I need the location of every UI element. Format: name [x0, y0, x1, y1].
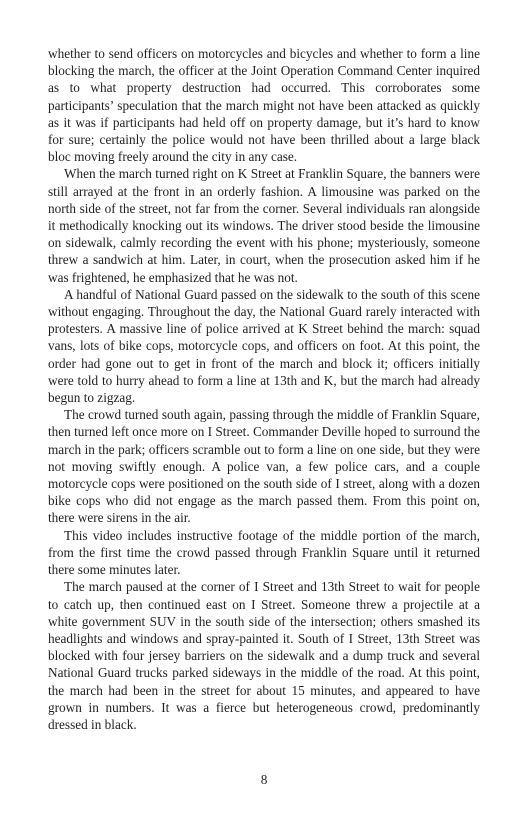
paragraph-4: The crowd turned south again, passing through the middle of Franklin Square, then turned left once more on I Street. Commander Deville hoped to surround the march in the park; officers scramble out to form a line on one side, but they were not moving swiftly enough. A police van, a few police cars, and a couple motorcycle cops were positioned on the south side of I street, along with a dozen bike cops who did not engage as the march passed them. From this point on, there were sirens in the air. — [48, 407, 480, 526]
body-text — [48, 45, 480, 733]
paragraph-6: The march paused at the corner of I Street and 13th Street to wait for people to catch up, then continued east on I Street. Someone threw a projectile at a white government SUV in the south side of the intersection; others smashed its headlights and windows and spray-painted it. South of I Street, 13th Street was blocked with four jersey barriers on the sidewalk and a dump truck and several National Guard trucks parked sideways in the middle of the road. At this point, the march had been in the street for about 15 minutes, and appeared to have grown in numbers. It was a fierce but heterogeneous crowd, predominantly dressed in black. — [48, 579, 480, 732]
paragraph-5: This video includes instructive footage of the middle portion of the march, from the first time the crowd passed through Franklin Square until it returned there some minutes later. — [48, 527, 480, 578]
page-number: 8 — [260, 772, 268, 787]
paragraph-2: When the march turned right on K Street at Franklin Square, the banners were still arrayed at the front in an orderly fashion. A limousine was parked on the north side of the street, not far from the corner. Several individuals ran alongside it methodically knocking out its windows. The driver stood beside the limousine on sidewalk, calmly recording the event with his phone; mysteriously, someone threw a sandwich at him. Later, in court, when the prosecution asked him if he was frightened, he emphasized that he was not. — [48, 166, 480, 285]
paragraph-1: whether to send officers on motorcycles and bicycles and whether to form a line blocking the march, the officer at the Joint Operation Command Center inquired as to what property destruction had occurred. This corroborates some participants’ speculation that the march might not have been attacked as quickly as it was if participants had held off on property damage, but it’s hard to know for sure; certainly the police would not have been thrilled about a large black bloc moving freely around the city in any case. — [48, 46, 480, 165]
paragraph-3: A handful of National Guard passed on the sidewalk to the south of this scene without engaging. Throughout the day, the National Guard rarely interacted with protesters. A massive line of police arrived at K Street behind the march: squad vans, lots of bike cops, motorcycle cops, and officers on foot. At this point, the order had gone out to get in front of the march and block it; officers initially were told to hurry ahead to form a line at 13th and K, but the march had already begun to zigzag. — [48, 286, 480, 406]
